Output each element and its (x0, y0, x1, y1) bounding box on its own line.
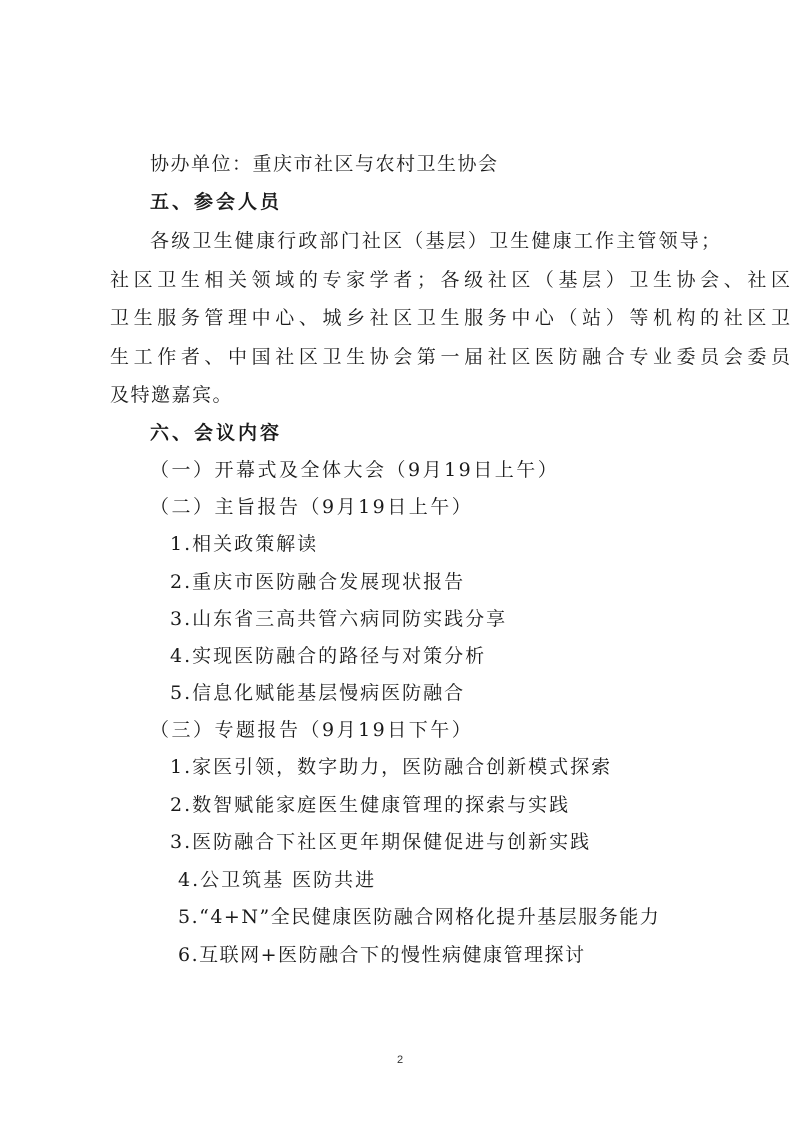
co-organizer-line: 协办单位：重庆市社区与农村卫生协会 (150, 153, 499, 175)
subsection-keynote: （二）主旨报告（9月19日上午） (150, 496, 474, 518)
keynote-item: 3.山东省三高共管六病同防实践分享 (170, 608, 508, 630)
subsection-opening: （一）开幕式及全体大会（9月19日上午） (150, 459, 560, 481)
special-report-item: 6.互联网+医防融合下的慢性病健康管理探讨 (178, 944, 586, 966)
attendees-paragraph-line: 生工作者、中国社区卫生协会第一届社区医防融合专业委员会委员 (110, 346, 790, 368)
special-report-item: 4.公卫筑基 医防共进 (178, 869, 377, 891)
keynote-item: 2.重庆市医防融合发展现状报告 (170, 571, 466, 593)
attendees-paragraph-line: 及特邀嘉宾。 (110, 384, 234, 406)
special-report-item: 1.家医引领，数字助力，医防融合创新模式探索 (170, 756, 613, 778)
attendees-paragraph-line: 卫生服务管理中心、城乡社区卫生服务中心（站）等机构的社区卫 (110, 307, 790, 329)
special-report-item: 3.医防融合下社区更年期保健促进与创新实践 (170, 831, 592, 853)
attendees-paragraph-line: 各级卫生健康行政部门社区（基层）卫生健康工作主管领导； (150, 230, 720, 252)
attendees-paragraph-line: 社区卫生相关领域的专家学者；各级社区（基层）卫生协会、社区 (110, 269, 790, 291)
special-report-item: 2.数智赋能家庭医生健康管理的探索与实践 (170, 794, 571, 816)
keynote-item: 5.信息化赋能基层慢病医防融合 (170, 682, 466, 704)
section-heading-content: 六、会议内容 (150, 422, 283, 444)
page-number: 2 (396, 1054, 404, 1066)
keynote-item: 4.实现医防融合的路径与对策分析 (170, 645, 487, 667)
special-report-item: 5.“4+N”全民健康医防融合网格化提升基层服务能力 (178, 906, 661, 928)
keynote-item: 1.相关政策解读 (170, 533, 319, 555)
section-heading-attendees: 五、参会人员 (150, 191, 283, 213)
subsection-special-reports: （三）专题报告（9月19日下午） (150, 719, 474, 741)
